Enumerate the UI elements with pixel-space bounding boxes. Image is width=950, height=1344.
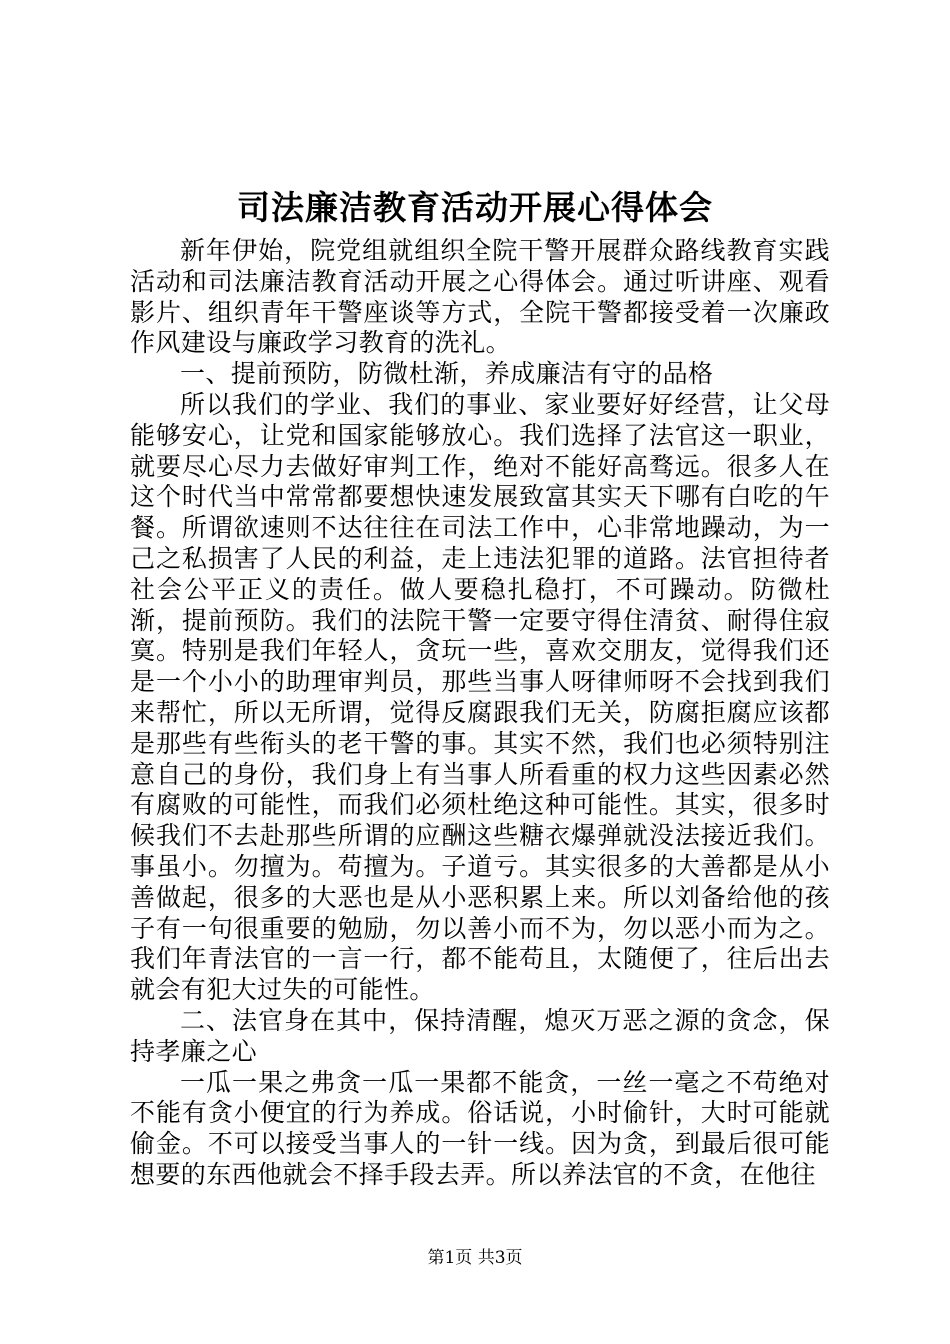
paragraph-section-2: 一瓜一果之弗贪一瓜一果都不能贪，一丝一毫之不苟绝对不能有贪小便宜的行为养成。俗话说，小时偷针，大时可能就偷金。不可以接受当事人的一针一线。因为贪，到最后很可能想要的东西他就会不择手段去弄。所以养法官的不贪，在他往 (130, 1067, 830, 1189)
document-title: 司法廉洁教育活动开展心得体会 (237, 188, 713, 227)
document-body (130, 236, 830, 1191)
paragraph-section-1: 所以我们的学业、我们的事业、家业要好好经营，让父母能够安心，让党和国家能够放心。我们选择了法官这一职业，就要尽心尽力去做好审判工作，绝对不能好高骛远。很多人在这个时代当中常常都要想快速发展致富其实天下哪有白吃的午餐。所谓欲速则不达往往在司法工作中，心非常地躁动，为一己之私损害了人民的利益，走上违法犯罪的道路。法官担待者社会公平正义的责任。做人要稳扎稳打，不可躁动。防微杜渐，提前预防。我们的法院干警一定要守得住清贫、耐得住寂寞。特别是我们年轻人，贪玩一些，喜欢交朋友，觉得我们还是一个小小的助理审判员，那些当事人呀律师呀不会找到我们来帮忙，所以无所谓，觉得反腐跟我们无关，防腐拒腐应该都是那些有些衔头的老干警的事。其实不然，我们也必须特别注意自己的身份，我们身上有当事人所看重的权力这些因素必然有腐败的可能性，而我们必须杜绝这种可能性。其实，很多时候我们不去赴那些所谓的应酬这些糖衣爆弹就没法接近我们。事虽小。勿擅为。苟擅为。子道亏。其实很多的大善都是从小善做起，很多的大恶也是从小恶积累上来。所以刘备给他的孩子有一句很重要的勉励，勿以善小而不为，勿以恶小而为之。我们年青法官的一言一行，都不能苟且，太随便了，往后出去就会有犯大过失的可能性。 (130, 389, 830, 1005)
paragraph-intro: 新年伊始，院党组就组织全院干警开展群众路线教育实践活动和司法廉洁教育活动开展之心得体会。通过听讲座、观看影片、组织青年干警座谈等方式，全院干警都接受着一次廉政作风建设与廉政学习教育的洗礼。 (130, 236, 830, 358)
section-heading-2: 二、法官身在其中，保持清醒，熄灭万恶之源的贪念，保持孝廉之心 (130, 1005, 830, 1066)
section-heading-1: 一、提前预防，防微杜渐，养成廉洁有守的品格 (180, 359, 714, 389)
page-footer: 第1页 共3页 (427, 1248, 523, 1268)
